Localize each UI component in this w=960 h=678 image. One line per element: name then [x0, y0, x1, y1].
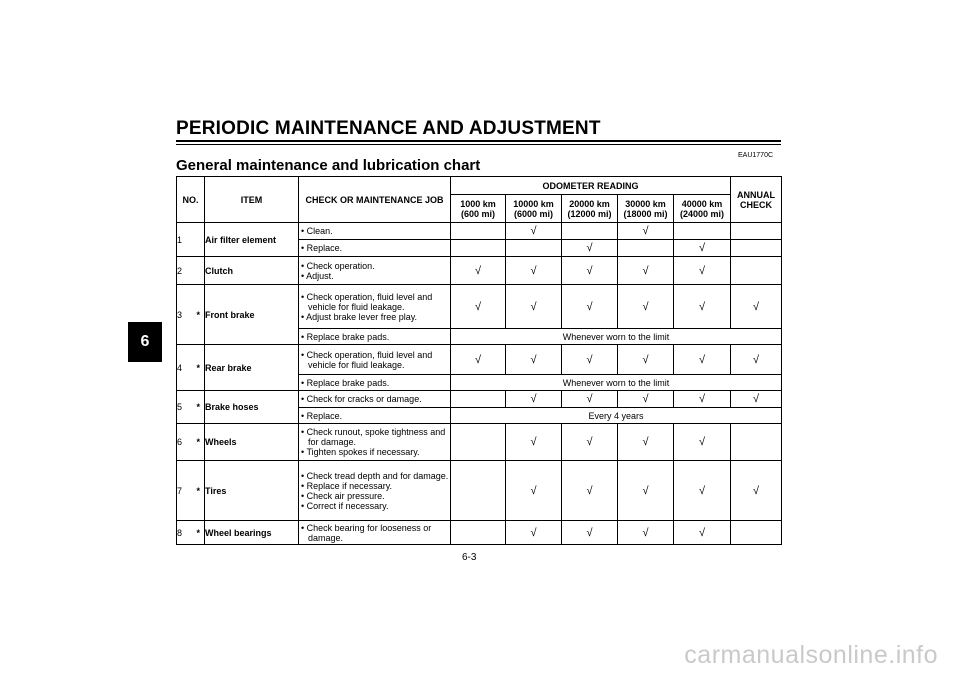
row-number: 7 [177, 461, 197, 521]
maintenance-job [299, 424, 451, 461]
check-mark-cell [451, 424, 506, 461]
row-number: 2 [177, 257, 197, 285]
check-mark-cell [562, 223, 618, 240]
annual-check-cell [731, 240, 782, 257]
check-mark-cell: √ [674, 240, 731, 257]
job-line: • Check tread depth and for damage. [301, 470, 449, 481]
check-mark-cell: √ [451, 285, 506, 329]
check-mark-cell: √ [562, 391, 618, 408]
item-name: Brake hoses [205, 391, 299, 424]
table-row [177, 285, 782, 329]
item-name: Tires [205, 461, 299, 521]
job-line: • Check operation, fluid level and vehicle for fluid leakage. [301, 291, 433, 312]
dealer-service-mark: * [197, 461, 205, 521]
odometer-reading-mi: (18000 mi) [623, 208, 668, 219]
odometer-reading-km: 10000 km [513, 198, 554, 209]
section-title: General maintenance and lubrication chart [176, 157, 481, 174]
job-line: • Tighten spokes if necessary. [301, 447, 420, 457]
check-mark-cell [451, 521, 506, 545]
check-mark-cell: √ [451, 257, 506, 285]
header-rule [176, 140, 781, 142]
table-row [177, 223, 782, 240]
job-line: • Replace. [301, 243, 343, 253]
table-row [177, 391, 782, 408]
dealer-service-mark: * [197, 345, 205, 391]
table-row [177, 521, 782, 545]
annual-check-cell [731, 424, 782, 461]
job-line: • Replace brake pads. [301, 377, 390, 388]
item-name: Wheels [205, 424, 299, 461]
dealer-service-mark: * [197, 285, 205, 345]
job-line: • Check bearing for looseness or damage. [301, 522, 432, 543]
check-mark-cell [674, 223, 731, 240]
header-rule-thin [176, 144, 781, 145]
job-line: • Check operation. [301, 260, 375, 271]
check-mark-cell: √ [674, 345, 731, 375]
job-line: • Check operation, fluid level and vehicle for fluid leakage. [301, 349, 433, 370]
check-mark-cell: √ [562, 345, 618, 375]
col-header-item: ITEM [205, 177, 299, 223]
check-mark-cell: √ [562, 424, 618, 461]
item-name: Clutch [205, 257, 299, 285]
job-line: • Clean. [301, 226, 333, 236]
item-name: Front brake [205, 285, 299, 345]
check-mark-cell: √ [618, 424, 674, 461]
maintenance-job [299, 461, 451, 521]
odometer-reading-header [562, 195, 618, 223]
check-mark-cell [618, 240, 674, 257]
check-mark-cell: √ [451, 345, 506, 375]
check-mark-cell: √ [618, 461, 674, 521]
maintenance-job [299, 240, 451, 257]
check-mark-cell: √ [562, 240, 618, 257]
chapter-tab: 6 [128, 322, 162, 362]
check-mark-cell: √ [618, 391, 674, 408]
odometer-reading-header [451, 195, 506, 223]
check-mark-cell: √ [506, 257, 562, 285]
check-mark-cell: √ [674, 461, 731, 521]
check-mark-cell: √ [506, 345, 562, 375]
odometer-reading-km: 1000 km [460, 198, 496, 209]
dealer-service-mark: * [197, 391, 205, 424]
dealer-service-mark [197, 223, 205, 257]
maintenance-job [299, 257, 451, 285]
maintenance-job [299, 345, 451, 375]
check-mark-cell: √ [506, 521, 562, 545]
odometer-reading-header [618, 195, 674, 223]
check-mark-cell: √ [618, 345, 674, 375]
job-line: • Check for cracks or damage. [301, 394, 422, 404]
annual-check-cell: √ [731, 391, 782, 408]
check-mark-cell [451, 461, 506, 521]
annual-check-cell [731, 223, 782, 240]
page-header-title: PERIODIC MAINTENANCE AND ADJUSTMENT [176, 118, 601, 139]
job-line: • Check runout, spoke tightness and for damage. [301, 427, 446, 447]
annual-check-cell [731, 257, 782, 285]
row-number: 3 [177, 285, 197, 345]
check-mark-cell: √ [506, 424, 562, 461]
check-mark-cell [451, 223, 506, 240]
check-mark-cell: √ [562, 461, 618, 521]
annual-check-cell: √ [731, 345, 782, 375]
odometer-reading-km: 20000 km [569, 198, 610, 209]
check-mark-cell: √ [562, 285, 618, 329]
maintenance-job [299, 285, 451, 329]
job-line: • Adjust. [301, 270, 334, 281]
check-mark-cell: √ [618, 223, 674, 240]
item-name: Rear brake [205, 345, 299, 391]
check-mark-cell: √ [562, 521, 618, 545]
check-mark-cell: √ [506, 285, 562, 329]
maintenance-chart-table [176, 176, 782, 545]
odometer-reading-mi: (6000 mi) [513, 208, 554, 219]
dealer-service-mark: * [197, 424, 205, 461]
odometer-reading-header [506, 195, 562, 223]
job-line: • Check air pressure. [301, 490, 385, 501]
annual-check-cell: √ [731, 285, 782, 329]
row-number: 1 [177, 223, 197, 257]
check-mark-cell: √ [618, 257, 674, 285]
maintenance-job [299, 391, 451, 408]
page-number: 6-3 [462, 552, 477, 563]
job-line: • Correct if necessary. [301, 500, 389, 511]
item-name: Wheel bearings [205, 521, 299, 545]
job-line: • Replace. [301, 410, 343, 421]
check-mark-cell: √ [618, 285, 674, 329]
check-mark-cell: √ [506, 223, 562, 240]
interval-note: Whenever worn to the limit [451, 375, 782, 391]
interval-note: Every 4 years [451, 408, 782, 424]
maintenance-job [299, 329, 451, 345]
watermark: carmanualsonline.info [684, 641, 938, 669]
odometer-reading-mi: (12000 mi) [567, 208, 612, 219]
col-header-odometer: ODOMETER READING [451, 177, 731, 195]
maintenance-job [299, 521, 451, 545]
check-mark-cell [451, 240, 506, 257]
item-name: Air filter element [205, 223, 299, 257]
row-number: 6 [177, 424, 197, 461]
check-mark-cell: √ [674, 391, 731, 408]
job-line: • Adjust brake lever free play. [301, 311, 418, 322]
odometer-reading-header [674, 195, 731, 223]
check-mark-cell: √ [674, 257, 731, 285]
table-row [177, 345, 782, 375]
maintenance-job [299, 408, 451, 424]
table-row [177, 257, 782, 285]
maintenance-job [299, 375, 451, 391]
dealer-service-mark [197, 257, 205, 285]
odometer-reading-mi: (24000 mi) [679, 208, 725, 219]
check-mark-cell: √ [562, 257, 618, 285]
check-mark-cell: √ [674, 424, 731, 461]
table-row [177, 461, 782, 521]
interval-note: Whenever worn to the limit [451, 329, 782, 345]
odometer-reading-km: 30000 km [625, 198, 666, 209]
job-line: • Replace brake pads. [301, 331, 390, 342]
annual-check-cell [731, 521, 782, 545]
check-mark-cell: √ [506, 461, 562, 521]
row-number: 5 [177, 391, 197, 424]
row-number: 4 [177, 345, 197, 391]
maintenance-job [299, 223, 451, 240]
annual-check-cell: √ [731, 461, 782, 521]
col-header-annual: ANNUAL CHECK [731, 177, 782, 223]
odometer-reading-mi: (600 mi) [460, 208, 495, 219]
check-mark-cell [451, 391, 506, 408]
section-code: EAU1770C [738, 152, 774, 159]
col-header-job: CHECK OR MAINTENANCE JOB [299, 177, 451, 223]
row-number: 8 [177, 521, 197, 545]
odometer-reading-km: 40000 km [681, 198, 723, 209]
check-mark-cell: √ [618, 521, 674, 545]
check-mark-cell [506, 240, 562, 257]
col-header-no: NO. [177, 177, 205, 223]
table-row [177, 424, 782, 461]
dealer-service-mark: * [197, 521, 205, 545]
check-mark-cell: √ [674, 521, 731, 545]
check-mark-cell: √ [674, 285, 731, 329]
job-line: • Replace if necessary. [301, 480, 393, 491]
check-mark-cell: √ [506, 391, 562, 408]
